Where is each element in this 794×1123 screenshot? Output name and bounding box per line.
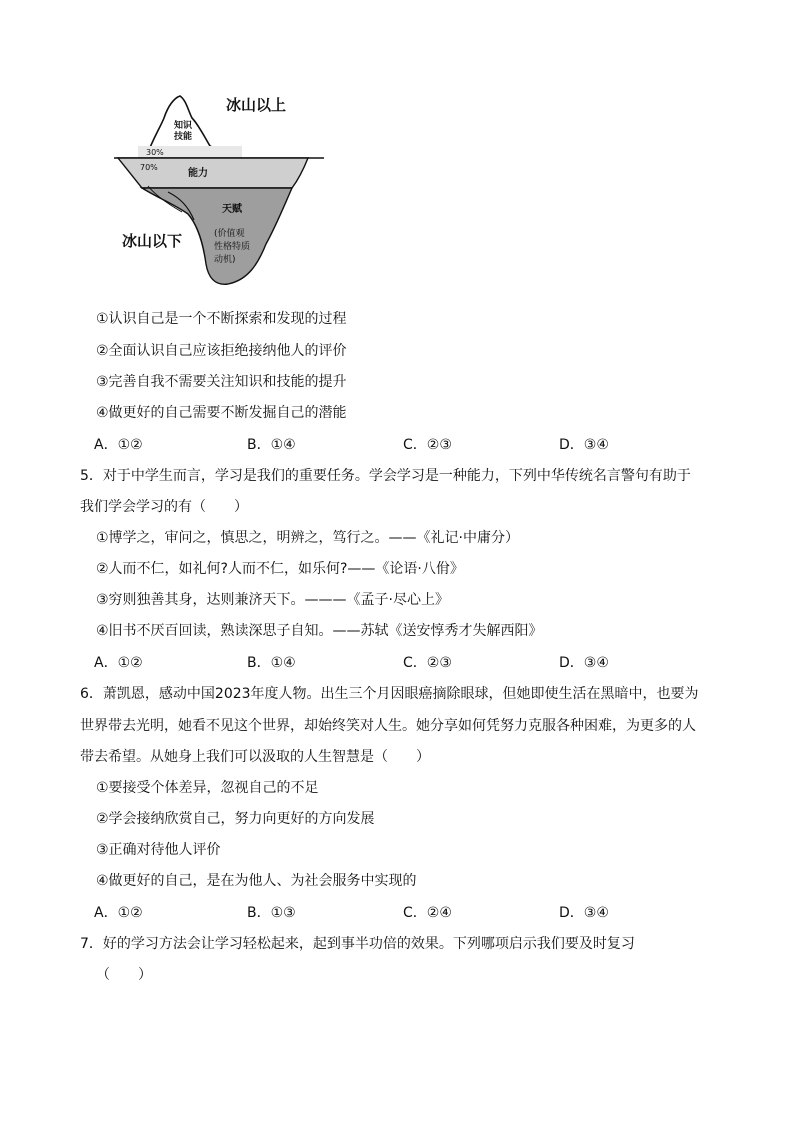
q6-item-4: ④做更好的自己，是在为他人、为社会服务中实现的 — [96, 873, 417, 889]
q5-stem-line-1: 5．对于中学生而言，学习是我们的重要任务。学会学习是一种能力，下列中华传统名言警句有助于 — [80, 468, 691, 484]
q4-item-4: ④做更好的自己需要不断发掘自己的潜能 — [96, 405, 347, 421]
label-pct-below: 70% — [140, 163, 158, 172]
q5-answer-c: C．②③ — [403, 655, 452, 671]
q5-item-2: ②人而不仁，如礼何?人而不仁，如乐何?——《论语·八佾》 — [96, 561, 464, 577]
q4-item-1: ①认识自己是一个不断探索和发现的过程 — [96, 311, 347, 327]
q5-answer-a: A．①② — [94, 655, 143, 671]
iceberg-diagram — [108, 88, 332, 290]
q4-item-2: ②全面认识自己应该拒绝接纳他人的评价 — [96, 343, 347, 359]
label-knowledge-1: 知识 — [174, 121, 193, 131]
q4-answer-c: C．②③ — [403, 437, 452, 453]
q6-item-3: ③正确对待他人评价 — [96, 842, 221, 858]
q7-stem-line-1: 7．好的学习方法会让学习轻松起来，起到事半功倍的效果。下列哪项启示我们要及时复习 — [80, 936, 635, 952]
q6-stem-line-2: 世界带去光明，她看不见这个世界，却始终笑对人生。她分享如何凭努力克服各种困难，为更多的人 — [80, 718, 696, 734]
q7-stem-line-2: （ ） — [96, 967, 152, 983]
q5-answer-b: B．①④ — [247, 655, 296, 671]
label-ability: 能力 — [188, 168, 208, 179]
q6-answer-b: B．①③ — [247, 905, 296, 921]
q4-answer-d: D．③④ — [559, 437, 609, 453]
q5-item-4: ④旧书不厌百回读，熟读深思子自知。——苏轼《送安惇秀才失解西阳》 — [96, 623, 543, 639]
q6-answer-d: D．③④ — [559, 905, 609, 921]
q5-answer-d: D．③④ — [559, 655, 609, 671]
q6-stem-line-3: 带去希望。从她身上我们可以汲取的人生智慧是（ ） — [80, 749, 430, 765]
label-talent-detail-3: 动机) — [214, 255, 236, 265]
q6-item-2: ②学会接纳欣赏自己，努力向更好的方向发展 — [96, 811, 375, 827]
label-talent-detail-2: 性格特质 — [214, 242, 251, 252]
q6-stem-line-1: 6．萧凯恩，感动中国2023年度人物。出生三个月因眼癌摘除眼球，但她即使生活在黑暗中，也要为 — [80, 686, 699, 702]
q5-item-1: ①博学之，审问之，慎思之，明辨之，笃行之。——《礼记·中庸分） — [96, 530, 519, 546]
q4-answer-a: A．①② — [94, 437, 143, 453]
q5-stem-line-2: 我们学会学习的有（ ） — [80, 499, 248, 515]
label-talent: 天赋 — [222, 204, 242, 215]
q6-answer-c: C．②④ — [403, 905, 452, 921]
q4-answer-b: B．①④ — [247, 437, 296, 453]
q6-answer-a: A．①② — [94, 905, 143, 921]
q4-item-3: ③完善自我不需要关注知识和技能的提升 — [96, 374, 347, 390]
q5-item-3: ③穷则独善其身，达则兼济天下。———《孟子·尽心上》 — [96, 592, 449, 608]
label-above: 冰山以上 — [226, 96, 287, 114]
label-below: 冰山以下 — [122, 232, 183, 250]
label-pct-above: 30% — [146, 148, 164, 157]
label-knowledge-2: 技能 — [174, 132, 193, 142]
label-talent-detail-1: (价值观 — [214, 229, 245, 239]
q6-item-1: ①要接受个体差异，忽视自己的不足 — [96, 780, 319, 796]
